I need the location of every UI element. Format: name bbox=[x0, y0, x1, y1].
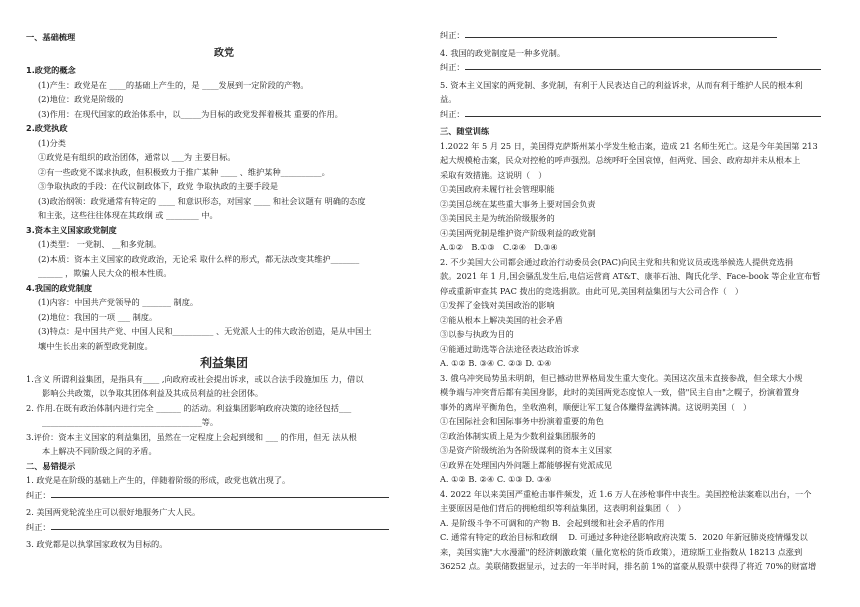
text-line: (1)产生：政党是在 ____的基础上产生的，是 ____发展到一定阶段的产物。 bbox=[38, 79, 309, 90]
answer-choices: A. ①② B. ②④ C. ①③ D. ③④ bbox=[440, 474, 552, 484]
question-4 bbox=[440, 487, 836, 574]
section-title-basics: 一、基础梳理 bbox=[26, 32, 76, 42]
right-column bbox=[440, 28, 836, 574]
text-line: (1)内容：中国共产党领导的 _______ 制度。 bbox=[38, 297, 199, 307]
error-item: 2. 美国两党轮流坐庄可以很好地服务广大人民。 bbox=[26, 507, 201, 517]
question-1 bbox=[440, 139, 836, 255]
option-line: ①美国政府未履行社会管理职能 bbox=[440, 184, 555, 194]
text-line: 本上解决不同阶级之间的矛盾。 bbox=[42, 446, 157, 456]
answer-choices: A.①② B.①③ C.②④ D.③④ bbox=[440, 242, 558, 252]
text-line: ②有一些政党不谋求执政，但积极致力于推广某种 ____ 、维护某种__________。 bbox=[38, 166, 330, 177]
correction-line: 纠正： bbox=[26, 488, 422, 503]
text-line: (1)类型： 一党制、 __和多党制。 bbox=[38, 239, 162, 249]
correction-line: 纠正： bbox=[440, 107, 836, 122]
option-line: ①在国际社会和国际事务中扮演着重要的角色 bbox=[440, 416, 604, 426]
option-line: ③美国民主是为统治阶级服务的 bbox=[440, 213, 555, 223]
option-line: ③是资产阶级统治为各阶级谋利的资本主义国家 bbox=[440, 445, 612, 455]
title-interest-groups: 利益集团 bbox=[199, 356, 248, 370]
option-line: ①发挥了金钱对美国政治的影响 bbox=[440, 300, 555, 310]
text-line: 1.含义 所谓利益集团，是指具有____ ,向政府或社会提出诉求，或以合法手段施加压 力，借以 bbox=[26, 373, 364, 384]
text-line: ③争取执政的手段：在代议制政体下，政党 争取执政的主要手段是 bbox=[38, 181, 279, 191]
error-item: 3. 政党都是以执掌国家政权为目标的。 bbox=[26, 539, 168, 549]
question-line: 2. 不少美国大公司都会通过政治行动委员会(PAC)向民主党和共和党议员或选举候选人提供竞选捐 bbox=[440, 256, 794, 267]
heading-china-party-system: 4.我国的政党制度 bbox=[26, 282, 93, 293]
text-line: 2. 作用.在既有政治体制内进行完全 ______ 的活动。利益集团影响政府决策的途径包括___ bbox=[26, 402, 352, 413]
heading-party-concept: 1.政党的概念 bbox=[26, 65, 76, 75]
text-line: (2)地位：政党是阶级的 bbox=[38, 94, 124, 104]
text-line: _______________________________________等。 bbox=[42, 417, 219, 427]
option-line: A. 是阶级斗争不可调和的产物 B．会起到缓和社会矛盾的作用 bbox=[440, 517, 665, 528]
text-line: (3)作用：在现代国家的政治体系中，以_____为目标的政党发挥着极其 重要的作用。 bbox=[38, 108, 343, 119]
question-line: 1.2022 年 5 月 25 日，美国得克萨斯州某小学发生枪击案，造成 21 名师生死亡。这是今年美国第 213 bbox=[440, 140, 818, 151]
heading-capitalist-party-system: 3.资本主义国家政党制度 bbox=[26, 224, 117, 235]
heading-party-governing: 2.政党执政 bbox=[26, 123, 68, 133]
text-line: (2)地位：我国的一项 ___ 制度。 bbox=[38, 311, 158, 322]
text-line: ①政党是有组织的政治团体，通常以 ___为 主要目标。 bbox=[38, 152, 236, 162]
option-line: ④美国两党制是维护资产阶级利益的政党制 bbox=[440, 227, 596, 238]
option-line: ④政界在处理国内外问题上都能够握有党派成见 bbox=[440, 459, 612, 470]
question-2 bbox=[440, 255, 836, 371]
question-line: 36252 点。美联储数据显示，过去的一年半时间，排名前 1%的富豪从股票中获得了将近 70%的财富增 bbox=[440, 561, 817, 571]
text-line: 壤中生长出来的新型政党制度。 bbox=[38, 340, 153, 351]
error-item: 4. 我国的政党制度是一种多党制。 bbox=[440, 47, 566, 58]
text-line: (2)本质：资本主义国家的政党政治，无论采 取什么样的形式，都无法改变其维护_______ bbox=[38, 253, 360, 264]
title-political-party: 政党 bbox=[214, 47, 234, 59]
error-item: 1. 政党是在阶级的基础上产生的，伴随着阶级的形成，政党也就出现了。 bbox=[26, 475, 291, 485]
section-title-practice: 三、随堂训练 bbox=[440, 126, 490, 136]
question-line: 3. 俄乌冲突局势虽未明朗，但已撼动世界格局发生重大变化。美国这次虽未直接参战，但全球大小规 bbox=[440, 372, 803, 383]
question-line: 模争端与冲突背后都有美国身影，此时的美国两党态度惊人一致，借"民主自由"之幌子，扮演着置身 bbox=[440, 387, 800, 397]
option-line: ②美国总统在某些重大事务上要对国会负责 bbox=[440, 198, 596, 209]
text-line: (3)特点：是中国共产党、中国人民和__________ 、无党派人士的伟大政治创造，是从中国土 bbox=[38, 326, 372, 336]
question-line: 主要原因是他们背后的拥枪组织等利益集团，这表明利益集团（ ） bbox=[440, 503, 686, 513]
text-line: (3)政治纲领：政党通常有特定的 ____ 和意识形态，对国家 ____ 和社会议题有 明确的态度 bbox=[38, 195, 366, 206]
question-line: 事外的离岸平衡角色，坐收渔利，顺便让军工复合体赚得盆满钵满。这说明美国（ ） bbox=[440, 401, 752, 412]
question-line: 来，美国实施"大水漫灌"的经济刺激政策（量化宽松的货币政策），道琼斯工业指数从 18213 点涨到 bbox=[440, 546, 803, 557]
question-line: 4. 2022 年以来美国严重枪击事件频发，近 1.6 万人在涉枪事件中丧生。美国控枪法案难以出台，一个 bbox=[440, 488, 812, 499]
correction-line: 纠正： bbox=[440, 28, 836, 43]
option-line: ③以参与执政为目的 bbox=[440, 329, 514, 339]
question-3 bbox=[440, 371, 836, 487]
option-line: ④能通过助选等合法途径表达政治诉求 bbox=[440, 343, 580, 354]
question-line: 采取有效措施。这说明（ ） bbox=[440, 169, 547, 180]
question-line: 停或重新审查其 PAC 拨出的竞选捐款。由此可见,美国利益集团与大公司合作（ ） bbox=[440, 285, 744, 296]
correction-line: 纠正： bbox=[26, 520, 422, 535]
text-line: ______ ，欺骗人民大众的根本性质。 bbox=[38, 268, 172, 278]
question-line: 起大规模枪击案，民众对控枪的呼声强烈。总统呼吁全国哀悼，但两党、国会、政府却并未从根本上 bbox=[440, 155, 801, 165]
text-line: (1)分类 bbox=[38, 137, 66, 148]
option-line: C. 通常有特定的政治目标和政纲 D. 可通过多种途径影响政府决策 5．2020 年新冠肺炎疫情爆发以 bbox=[440, 532, 808, 542]
option-line: ②政治体制实质上是为少数利益集团服务的 bbox=[440, 430, 596, 441]
text-line: 影响公共政策，以争取其团体利益及其成员利益的社会团体。 bbox=[42, 388, 264, 398]
text-line: 3.评价：资本主义国家的利益集团，虽然在一定程度上会起到缓和 ___ 的作用，但无 法从根 bbox=[26, 431, 357, 442]
error-item: 5. 资本主义国家的两党制、多党制，有利于人民表达自己的利益诉求，从而有利于维护人民的根本利 bbox=[440, 79, 803, 90]
option-line: ②能从根本上解决美国的社会矛盾 bbox=[440, 314, 563, 325]
text-line: 和主张，这些往往体现在其政纲 或 ________ 中。 bbox=[38, 210, 218, 220]
error-item: 益。 bbox=[440, 94, 457, 104]
left-column bbox=[26, 30, 422, 552]
correction-line: 纠正： bbox=[440, 60, 836, 75]
question-line: 款。2021 年 1 月,国会骚乱发生后,电信运营商 AT&T、康菲石油、陶氏化学、Face-book 等企业宣布暂 bbox=[440, 271, 821, 281]
section-title-error-tips: 二、易错提示 bbox=[26, 460, 76, 471]
answer-choices: A. ①② B. ③④ C. ②③ D. ①④ bbox=[440, 358, 552, 368]
